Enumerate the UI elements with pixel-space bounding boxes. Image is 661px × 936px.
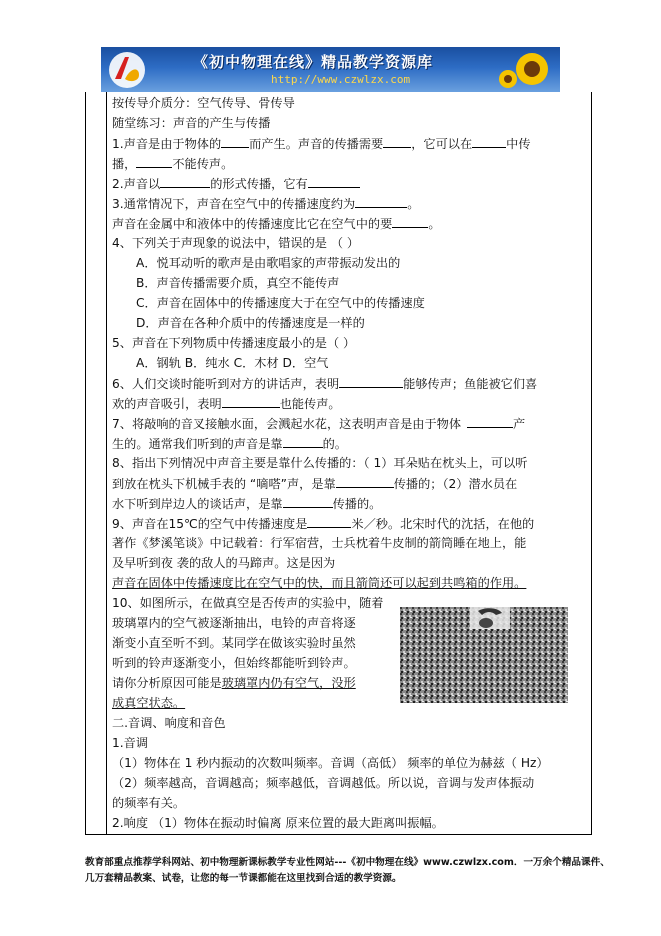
option-d: D．声音在各种介质中的传播速度是一样的 bbox=[136, 316, 365, 330]
site-banner bbox=[101, 47, 560, 92]
question-8-line-2: 到放在枕头下机械手表的 “嘀嗒”声，是靠 传播的；（2）潜水员在 bbox=[112, 474, 517, 493]
table-divider bbox=[106, 92, 107, 834]
question-1-line-1: 1.声音是由于物体的 而产生。声音的传播需要 ，它可以在 中传 bbox=[112, 134, 531, 153]
option-b: B．声音传播需要介质，真空不能传声 bbox=[136, 276, 340, 290]
subsection-loudness: 2.响度 （1）物体在振动时偏离 原来位置的最大距离叫振幅。 bbox=[112, 816, 444, 830]
section-heading: 二.音调、响度和音色 bbox=[112, 716, 226, 730]
banner-title: 《初中物理在线》精品教学资源库 bbox=[193, 53, 434, 71]
sunflower-icon bbox=[496, 49, 556, 91]
question-7-line-2: 生的。通常我们听到的声音是靠 的。 bbox=[112, 434, 347, 453]
answer-blank[interactable] bbox=[221, 134, 249, 148]
answer-blank[interactable] bbox=[308, 174, 360, 188]
answer-blank[interactable] bbox=[383, 134, 411, 148]
pitch-point-2: （2）频率越高，音调越高；频率越低，音调越低。所以说，音调与发声体振动 bbox=[112, 776, 535, 790]
question-10-line-3: 渐变小直至听不到。某同学在做该实验时虽然 bbox=[112, 636, 356, 650]
question-9-answer: 声音在固体中传播速度比在空气中的快，而且箭筒还可以起到共鸣箱的作用。 bbox=[112, 576, 527, 590]
text-line: 按传导介质分：空气传导、骨传导 bbox=[112, 96, 295, 110]
option-a: A．悦耳动听的歌声是由歌唱家的声带振动发出的 bbox=[136, 256, 401, 270]
question-3-line-2: 声音在金属中和液体中的传播速度比它在空气中的要 。 bbox=[112, 214, 441, 233]
question-3-line-1: 3.通常情况下，声音在空气中的传播速度约为 。 bbox=[112, 194, 419, 213]
question-6-line-2: 欢的声音吸引，表明 也能传声。 bbox=[112, 394, 341, 413]
footer-line-2: 几万套精品教案、试卷，让您的每一节课都能在这里找到合适的教学资源。 bbox=[85, 873, 402, 884]
question-10-answer-end: 成真空状态。 bbox=[112, 696, 186, 710]
question-5-options: A．钢轨 B．纯水 C．木材 D．空气 bbox=[136, 356, 329, 370]
answer-blank[interactable] bbox=[222, 394, 280, 408]
question-8-line-1: 8、指出下列情况中声音主要是靠什么传播的：（ 1）耳朵贴在枕头上，可以听 bbox=[112, 456, 528, 470]
question-2: 2.声音以 的形式传播，它有 bbox=[112, 174, 360, 193]
answer-blank[interactable] bbox=[467, 414, 513, 428]
question-6-line-1: 6、人们交谈时能听到对方的讲话声，表明 能够传声；鱼能被它们喜 bbox=[112, 374, 537, 393]
answer-blank[interactable] bbox=[283, 494, 333, 508]
question-9-line-1: 9、声音在15℃的空气中传播速度是 米／秒。北宋时代的沈括，在他的 bbox=[112, 514, 534, 533]
subsection-pitch: 1.音调 bbox=[112, 736, 149, 750]
question-7-line-1: 7、将敲响的音叉接触水面，会溅起水花，这表明声音是由于物体 产 bbox=[112, 414, 525, 433]
answer-blank[interactable] bbox=[283, 434, 323, 448]
question-10-answer: 玻璃罩内仍有空气，没形 bbox=[221, 676, 356, 690]
site-logo-icon bbox=[105, 49, 149, 90]
pitch-point-2-end: 的频率有关。 bbox=[112, 796, 186, 810]
question-8-line-3: 水下听到岸边人的谈话声，是靠 传播的。 bbox=[112, 494, 381, 513]
answer-blank[interactable] bbox=[160, 174, 210, 188]
question-4: 4、下列关于声现象的说法中，错误的是 （ ） bbox=[112, 236, 360, 250]
answer-blank[interactable] bbox=[472, 134, 506, 148]
question-10-line-5: 请你分析原因可能是玻璃罩内仍有空气，没形 bbox=[112, 676, 356, 690]
bell-jar-photo bbox=[400, 607, 568, 703]
question-10-line-2: 玻璃罩内的空气被逐渐抽出，电铃的声音将逐 bbox=[112, 616, 356, 630]
text-line: 随堂练习：声音的产生与传播 bbox=[112, 116, 271, 130]
answer-blank[interactable] bbox=[339, 374, 403, 388]
answer-blank[interactable] bbox=[392, 214, 428, 228]
page-footer bbox=[85, 855, 610, 887]
answer-blank[interactable] bbox=[136, 154, 172, 168]
question-5: 5、声音在下列物质中传播速度最小的是（ ） bbox=[112, 336, 356, 350]
question-1-line-2: 播， 不能传声。 bbox=[112, 154, 233, 173]
question-10-line-1: 10、如图所示，在做真空是否传声的实验中，随着 bbox=[112, 596, 384, 610]
answer-blank[interactable] bbox=[355, 194, 407, 208]
answer-blank[interactable] bbox=[307, 514, 351, 528]
answer-blank[interactable] bbox=[336, 474, 394, 488]
question-9-line-3: 及早听到夜 袭的敌人的马蹄声。这是因为 bbox=[112, 556, 336, 570]
question-10-line-4: 听到的铃声逐渐变小，但始终都能听到铃声。 bbox=[112, 656, 356, 670]
pitch-point-1: （1）物体在 1 秒内振动的次数叫频率。音调（高低） 频率的单位为赫兹（ Hz） bbox=[112, 756, 549, 770]
question-9-line-2: 著作《梦溪笔谈》中记载着：行军宿营，士兵枕着牛皮制的箭筒睡在地上，能 bbox=[112, 536, 527, 550]
footer-line-1: 教育部重点推荐学科网站、初中物理新课标教学专业性网站---《初中物理在线》www.czwlzx.com．一万余个精品课件、 bbox=[85, 857, 610, 868]
option-c: C．声音在固体中的传播速度大于在空气中的传播速度 bbox=[136, 296, 425, 310]
banner-url[interactable]: http://www.czwlzx.com bbox=[271, 73, 411, 86]
